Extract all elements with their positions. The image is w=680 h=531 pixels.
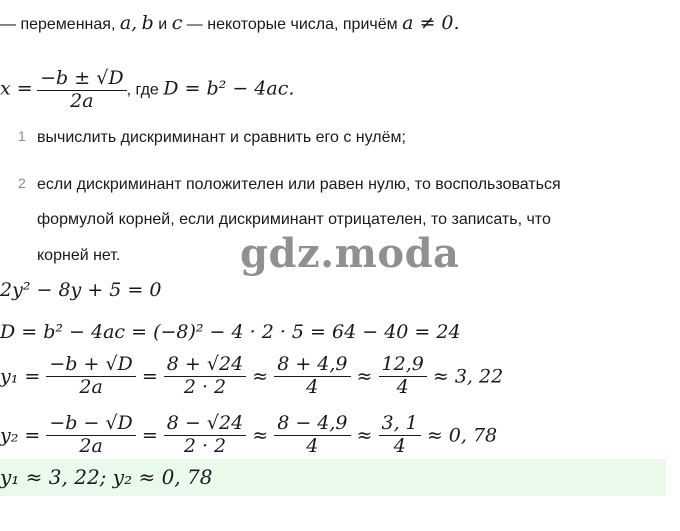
y1-f4-den: 4	[379, 376, 427, 399]
step-2-line-3: корней нет.	[37, 247, 121, 264]
y1-result: ≈ 3, 22	[432, 365, 504, 388]
y2-f1-num: −b − √D	[49, 412, 133, 434]
answer-text: y₁ ≈ 3, 22; y₂ ≈ 0, 78	[0, 465, 213, 489]
y2-fraction-3	[274, 413, 350, 458]
watermark-logo: gdz.moda	[240, 230, 460, 277]
step-2	[18, 175, 26, 193]
approx-sign: ≈	[356, 424, 373, 447]
step-1	[18, 128, 26, 146]
root-fraction	[37, 68, 126, 113]
root-formula	[0, 68, 294, 113]
intro-dash-text: — переменная,	[0, 16, 116, 33]
equals-sign: =	[141, 424, 158, 447]
var-b: b	[141, 12, 154, 34]
step-2-line-2: формулой корней, если дискриминант отрицателен, то записать, что	[37, 211, 551, 228]
y2-f2-den: 2 · 2	[164, 435, 246, 458]
var-c: c	[171, 12, 183, 34]
root-denominator: 2a	[37, 90, 126, 113]
y2-f4-den: 4	[379, 435, 421, 458]
y2-line	[0, 413, 497, 458]
y1-fraction-3	[274, 354, 350, 399]
equation: 2y² − 8y + 5 = 0	[0, 279, 162, 301]
y1-fraction-2	[164, 354, 246, 399]
y1-f1-num: −b + √D	[49, 353, 133, 375]
intro-line	[0, 12, 460, 34]
y1-f2-den: 2 · 2	[164, 376, 246, 399]
root-where: , где	[126, 81, 159, 99]
step-2-line-1: если дискриминант положителен или равен нулю, то воспользоваться	[37, 176, 561, 193]
y2-fraction-2	[164, 413, 246, 458]
approx-sign: ≈	[252, 365, 269, 388]
approx-sign: ≈	[252, 424, 269, 447]
intro-rest: — некоторые числа, причём	[186, 16, 398, 33]
y2-fraction-4	[379, 413, 421, 458]
step-2-marker: 2	[18, 175, 26, 191]
answer-box	[0, 459, 666, 496]
discriminant-calculation: D = b² − 4ac = (−8)² − 4 · 2 · 5 = 64 − 40 = 24	[0, 321, 461, 343]
intro-condition: a ≠ 0.	[402, 12, 460, 34]
y1-fraction-1	[46, 354, 135, 399]
approx-sign: ≈	[356, 365, 373, 388]
step-1-text: вычислить дискриминант и сравнить его с нулём;	[37, 129, 406, 146]
y1-line	[0, 354, 503, 399]
y1-lhs: y₁ =	[0, 365, 41, 388]
y1-f4-num: 12,9	[381, 353, 424, 375]
y1-f3-num: 8 + 4,9	[277, 353, 348, 375]
y1-f1-den: 2a	[46, 376, 135, 399]
y1-f2-num: 8 + √24	[166, 353, 244, 375]
y2-fraction-1	[46, 413, 135, 458]
y2-lhs: y₂ =	[0, 424, 41, 447]
var-a: a,	[119, 12, 138, 34]
y1-f3-den: 4	[274, 376, 350, 399]
y2-f1-den: 2a	[46, 435, 135, 458]
y2-f3-num: 8 − 4,9	[277, 412, 348, 434]
intro-and: и	[158, 16, 168, 33]
y2-f3-den: 4	[274, 435, 350, 458]
y1-fraction-4	[379, 354, 427, 399]
y2-f2-num: 8 − √24	[166, 412, 244, 434]
y2-f4-num: 3, 1	[381, 412, 418, 434]
discriminant-definition: D = b² − 4ac.	[163, 77, 295, 100]
root-numerator: −b ± √D	[40, 67, 124, 89]
root-lhs: x =	[0, 77, 33, 100]
y2-result: ≈ 0, 78	[426, 424, 498, 447]
equals-sign: =	[141, 365, 158, 388]
step-1-marker: 1	[18, 128, 26, 144]
